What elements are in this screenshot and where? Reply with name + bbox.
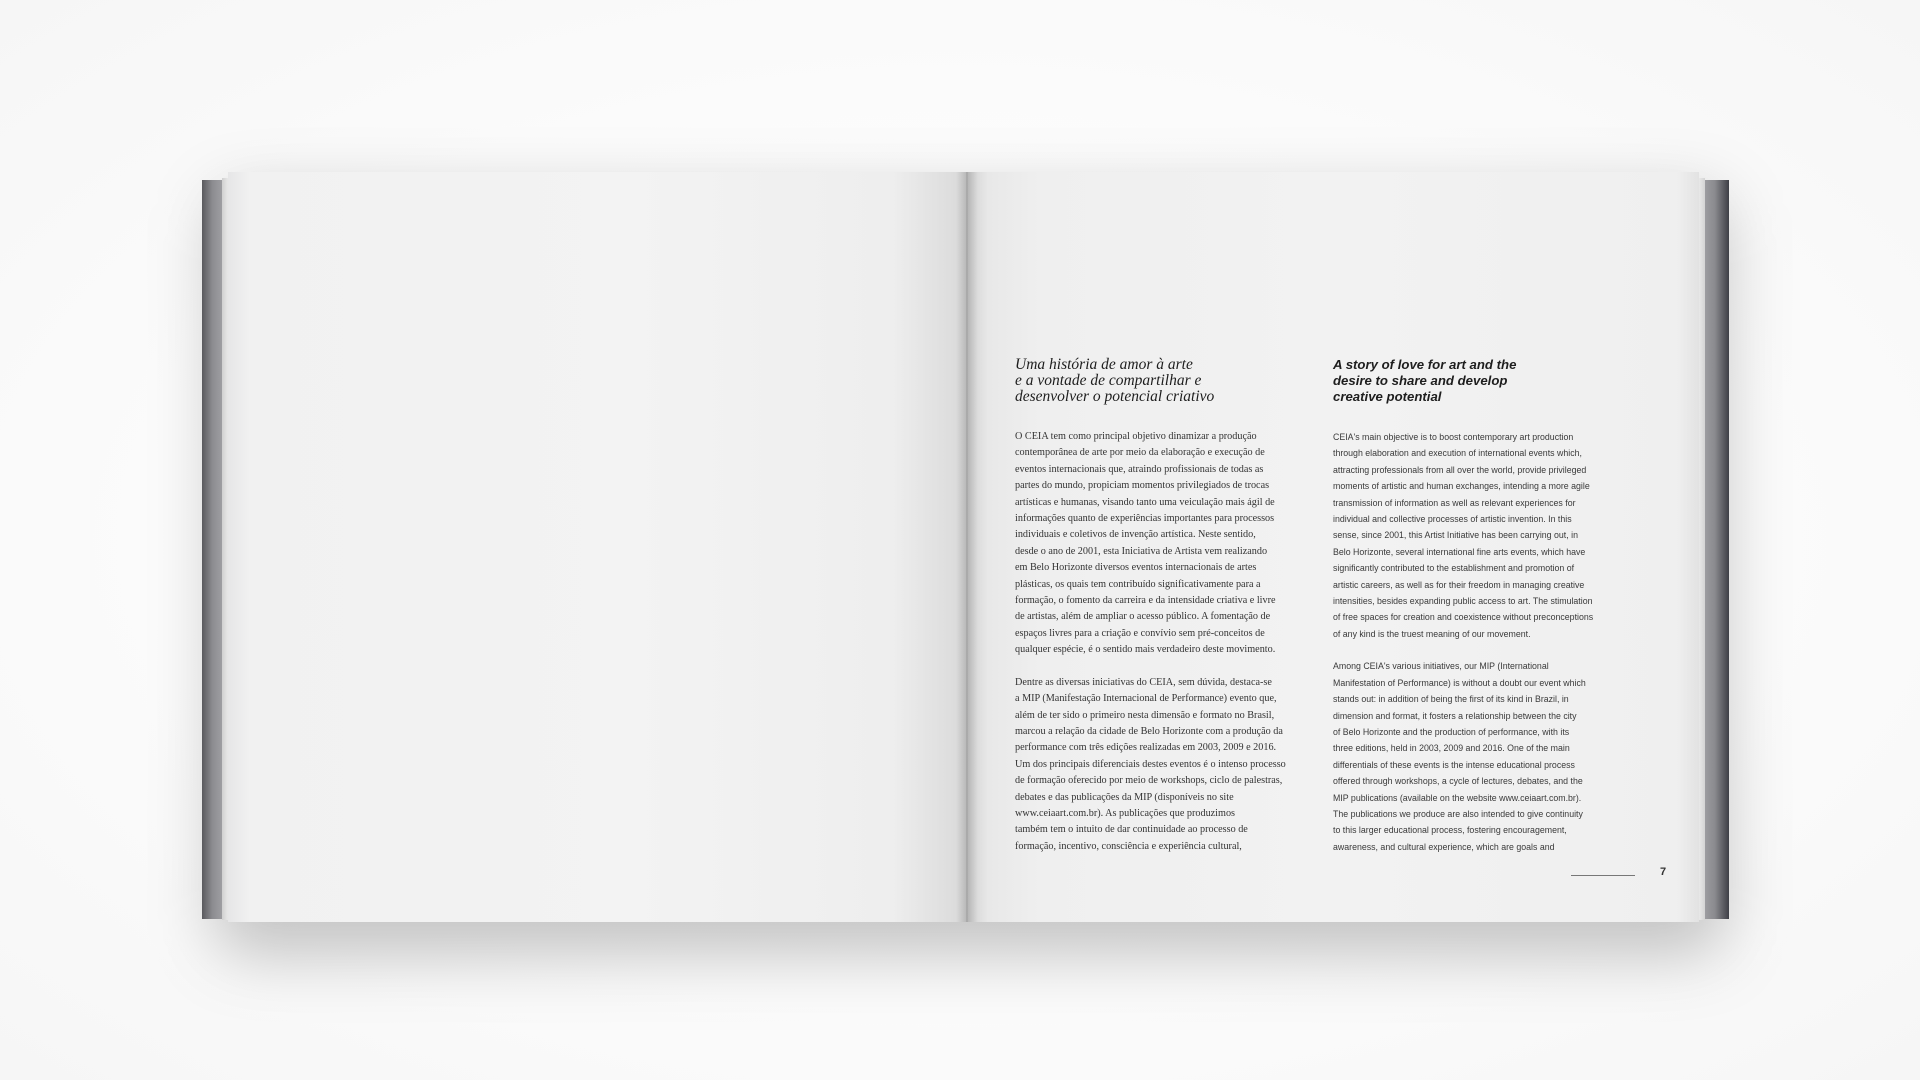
english-paragraph-2: Among CEIA's various initiatives, our MIP (International Manifestation of Performance) is without a doubt our event which stands out: in addition of being the first of its kind in Brazil, in dimension and format, it fosters a relationship between the city of Belo Horizonte and the production of performance, with its three editions, held in 2003, 2009 and 2016. One of the main differentials of these events is the intense educational process offered through workshops, a cycle of lectures, debates, and the MIP publications (available on the website www.ceiaart.com.br). The publications we produce are also intended to give continuity to this larger educational process, fostering encouragement, awareness, and cultural experience, which are goals and	[1333, 661, 1586, 852]
english-heading: A story of love for art and the desire to share and develop creative potential	[1333, 357, 1517, 404]
page-number: 7	[1660, 866, 1667, 878]
book-gutter-fold	[956, 172, 978, 922]
left-page-blank	[228, 172, 966, 922]
portuguese-paragraph-1: O CEIA tem como principal objetivo dinamizar a produção contemporânea de arte por meio da elaboração e execução de eventos internacionais que, atraindo profissionais de todas as partes do mundo, propiciam momentos privilegiados de trocas artísticas e humanas, visando tanto uma veiculação mais ágil de informações quanto de experiências importantes para processos individuais e coletivos de invenção artística. Neste sentido, desde o ano de 2001, esta Iniciativa de Artista vem realizando em Belo Horizonte diversos eventos internacionais de artes plásticas, os quais tem contribuído significativamente para a formação, o fomento da carreira e da intensidade criativa e livre de artistas, além de ampliar o acesso público. A fomentação de espaços livres para a criação e convívio sem pré-conceitos de qualquer espécie, é o sentido mais verdadeiro deste movimento.	[1015, 431, 1276, 656]
english-column	[1333, 357, 1643, 871]
book-cover-right-edge	[1701, 180, 1729, 919]
english-paragraph-1: CEIA's main objective is to boost contemporary art production through elaboration and execution of international events which, attracting professionals from all over the world, provide privileged moments of artistic and human exchanges, intending a more agile transmission of information as well as relevant experiences for individual and collective processes of artistic invention. In this sense, since 2001, this Artist Initiative has been carrying out, in Belo Horizonte, several international fine arts events, which have significantly contributed to the establishment and promotion of artistic careers, as well as for their freedom in managing creative intensities, besides expanding public access to art. The stimulation of free spaces for creation and coexistence without preconceptions of any kind is the truest meaning of our movement.	[1333, 432, 1594, 639]
portuguese-heading: Uma história de amor à arte e a vontade de compartilhar e desenvolver o potencial criativo	[1015, 356, 1215, 405]
folio-rule-divider	[1571, 875, 1635, 876]
portuguese-paragraph-2: Dentre as diversas iniciativas do CEIA, sem dúvida, destaca-se a MIP (Manifestação Internacional de Performance) evento que, além de ter sido o primeiro nesta dimensão e formato no Brasil, marcou a relação da cidade de Belo Horizonte com a produção da performance com três edições realizadas em 2003, 2009 e 2016. Um dos principais diferenciais destes eventos é o intenso processo de formação oferecido por meio de workshops, ciclo de palestras, debates e das publicações da MIP (disponíveis no site www.ceiaart.com.br). As publicações que produzimos também tem o intuito de dar continuidade ao processo de formação, incentivo, consciência e experiência cultural,	[1015, 676, 1286, 852]
portuguese-column	[1015, 357, 1315, 871]
